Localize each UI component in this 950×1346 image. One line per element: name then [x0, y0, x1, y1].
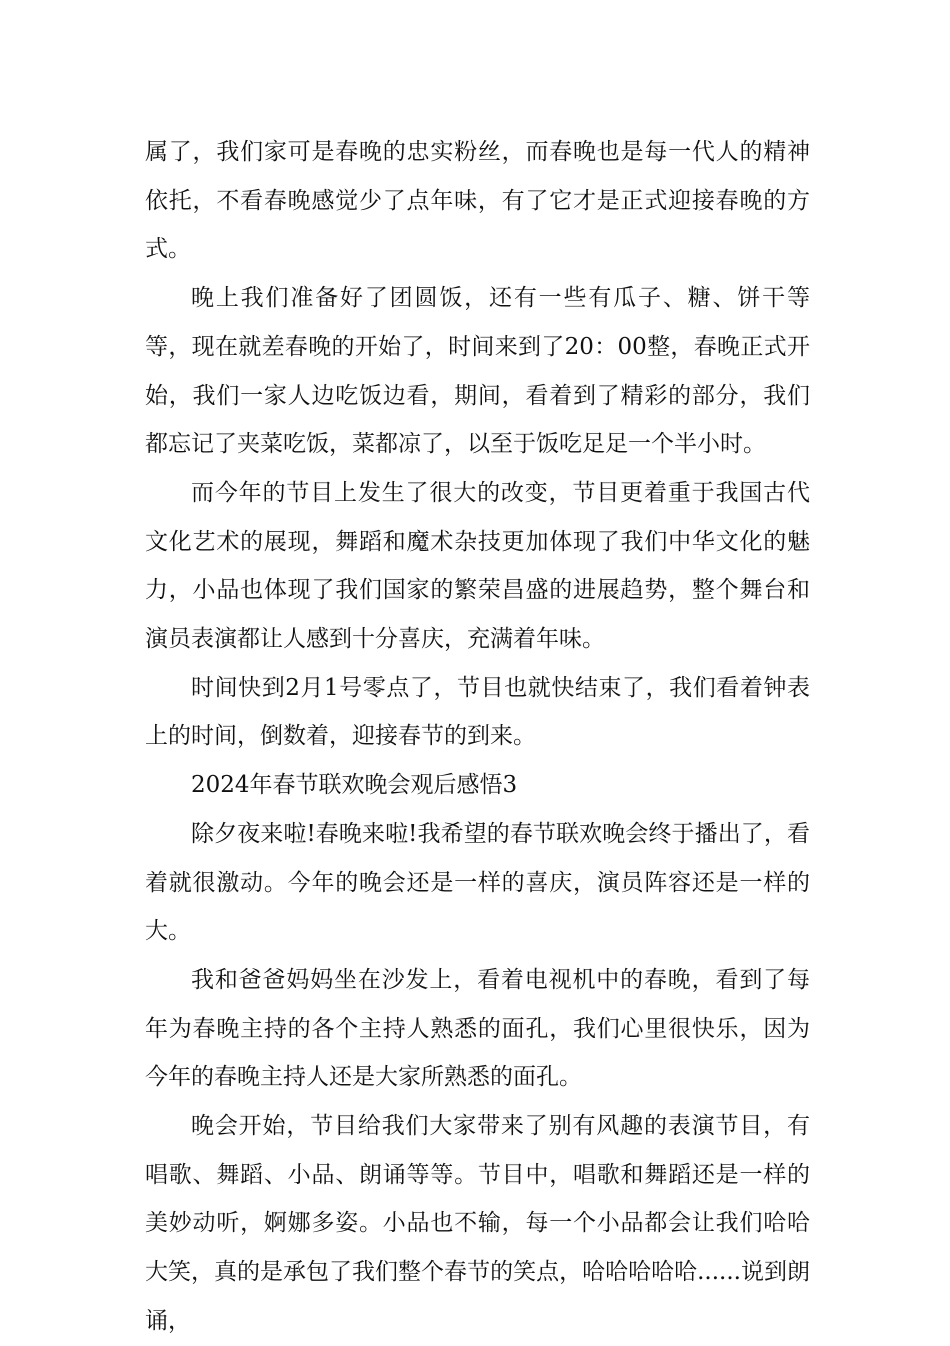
- section-heading: 2024年春节联欢晚会观后感悟3: [191, 772, 518, 799]
- paragraph: 而今年的节目上发生了很大的改变，节目更着重于我国古代文化艺术的展现，舞蹈和魔术杂技更加体现了我们中华文化的魅力，小品也体现了我们国家的繁荣昌盛的进展趋势，整个舞台和演员表演都让人感到十分喜庆，充满着年味。: [145, 479, 810, 653]
- paragraph: 时间快到2月1号零点了，节目也就快结束了，我们看着钟表上的时间，倒数着，迎接春节的到来。: [145, 674, 810, 750]
- paragraph: 晚上我们准备好了团圆饭，还有一些有瓜子、糖、饼干等等，现在就差春晚的开始了，时间来到了20：00整，春晚正式开始，我们一家人边吃饭边看，期间，看着到了精彩的部分，我们都忘记了夹菜吃饭，菜都凉了，以至于饭吃足足一个半小时。: [145, 285, 810, 458]
- paragraph: 属了，我们家可是春晚的忠实粉丝，而春晚也是每一代人的精神依托，不看春晚感觉少了点年味，有了它才是正式迎接春晚的方式。: [145, 139, 810, 263]
- paragraph: 晚会开始，节目给我们大家带来了别有风趣的表演节目，有唱歌、舞蹈、小品、朗诵等等。节目中，唱歌和舞蹈还是一样的美妙动听，婀娜多姿。小品也不输，每一个小品都会让我们哈哈大笑，真的是承包了我们整个春节的笑点，哈哈哈哈哈......说到朗诵，: [145, 1113, 810, 1334]
- paragraph: 我和爸爸妈妈坐在沙发上，看着电视机中的春晚，看到了每年为春晚主持的各个主持人熟悉的面孔，我们心里很快乐，因为今年的春晚主持人还是大家所熟悉的面孔。: [145, 966, 810, 1091]
- body-text: [145, 128, 810, 1346]
- paragraph: 除夕夜来啦!春晚来啦!我希望的春节联欢晚会终于播出了，看着就很激动。今年的晚会还是一样的喜庆，演员阵容还是一样的大。: [145, 820, 810, 945]
